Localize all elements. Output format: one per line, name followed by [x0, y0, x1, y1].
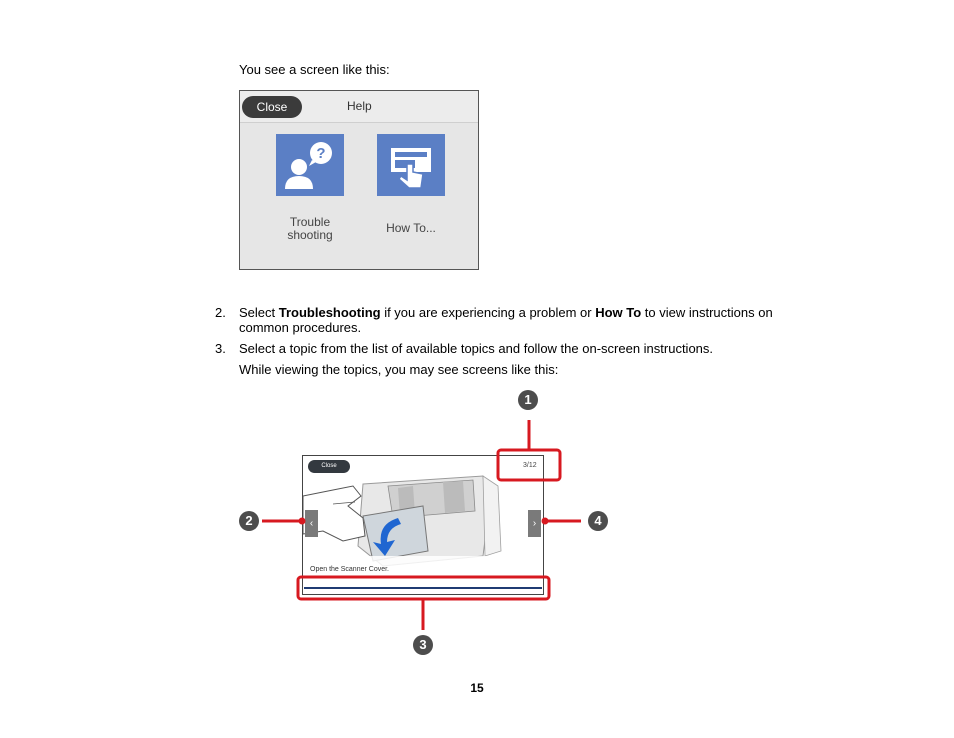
step-2-line2: common procedures.: [239, 320, 362, 335]
step-2-pre: Select: [239, 305, 279, 320]
step-3-number: 3.: [215, 341, 226, 356]
how-to-label: How To...: [386, 221, 436, 235]
troubleshooting-term: Troubleshooting: [278, 305, 381, 320]
callout-3-badge: 3: [413, 635, 433, 655]
next-button[interactable]: ›: [528, 510, 541, 537]
callout-1-box: [498, 450, 560, 480]
previous-button[interactable]: ‹: [305, 510, 318, 537]
viewing-text: While viewing the topics, you may see screens like this:: [239, 362, 559, 377]
callout-3-box: [298, 577, 549, 599]
callout-4-badge: 4: [588, 511, 608, 531]
step-3-text: Select a topic from the list of available topics and follow the on-screen instructions.: [239, 341, 714, 356]
instruction-caption: Open the Scanner Cover.: [310, 566, 389, 573]
callout-1-badge: 1: [518, 390, 538, 410]
how-to-term: How To: [595, 305, 642, 320]
intro-text: You see a screen like this:: [239, 62, 390, 77]
step-2-mid: if you are experiencing a problem or: [380, 305, 596, 320]
troubleshooting-label-line1: Trouble: [289, 215, 331, 229]
step-2-number: 2.: [215, 305, 226, 320]
callout-2-badge: 2: [239, 511, 259, 531]
viewer-close-button[interactable]: Close: [308, 460, 350, 473]
page-number: 15: [470, 681, 484, 695]
help-title: Help: [347, 99, 372, 113]
callout-2-dot: [299, 518, 306, 525]
step-2-post: to view instructions on: [641, 305, 773, 320]
troubleshooting-label-line2: shooting: [287, 228, 333, 242]
help-close-button[interactable]: Close: [242, 96, 302, 118]
svg-text:?: ?: [316, 145, 326, 162]
page-indicator: 3/12: [523, 462, 537, 469]
callout-4-dot: [542, 518, 549, 525]
